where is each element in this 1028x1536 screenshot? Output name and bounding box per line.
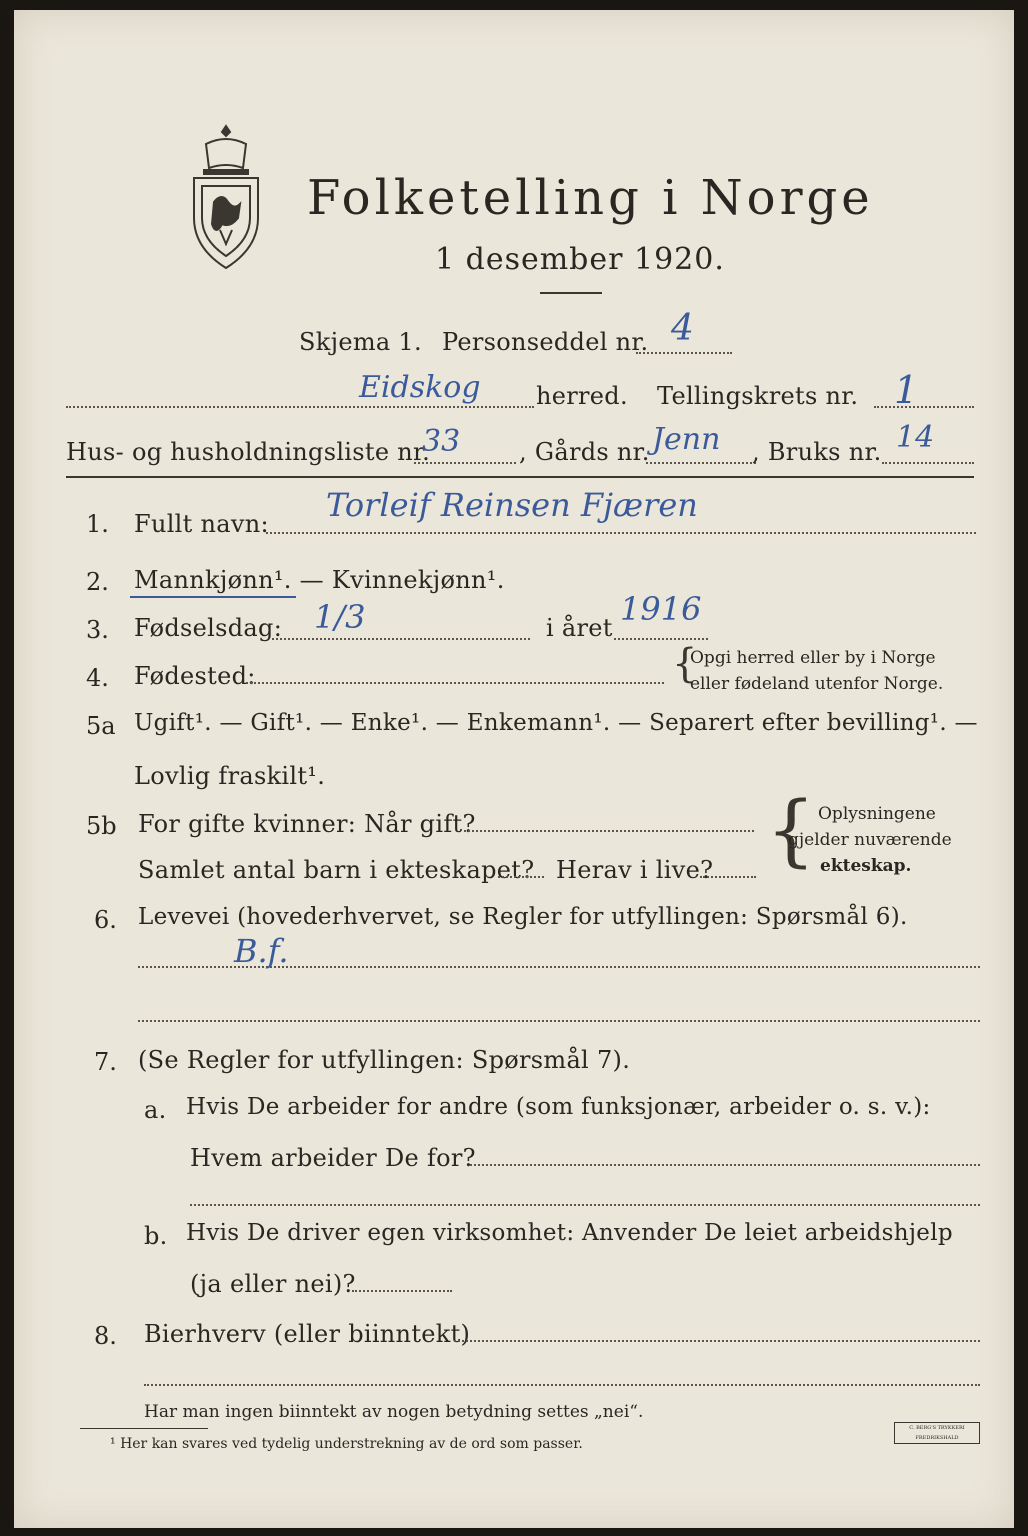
q4-note-1: Opgi herred eller by i Norge — [690, 648, 936, 668]
skjema-label: Skjema 1. — [299, 328, 422, 356]
section-divider — [66, 476, 974, 478]
hus-field[interactable] — [414, 462, 516, 464]
birth-year-value: 1916 — [620, 590, 702, 628]
gards-label: , Gårds nr. — [519, 438, 650, 466]
q5b-line-1: For gifte kvinner: Når gift? — [138, 810, 476, 838]
full-name-field[interactable] — [266, 532, 976, 534]
q7b-letter: b. — [144, 1222, 168, 1250]
bruks-value: 14 — [896, 420, 935, 455]
q5a-line-1: Ugift¹. — Gift¹. — Enke¹. — Enkemann¹. — Separert efter bevilling¹. — — [134, 710, 978, 736]
q7b-line-1: Hvis De driver egen virksomhet: Anvender De leiet arbeidshjelp — [186, 1220, 953, 1246]
header-divider — [540, 292, 602, 294]
gards-value: Jenn — [652, 422, 721, 457]
employer-field[interactable] — [470, 1164, 980, 1166]
full-name-value: Torleif Reinsen Fjæren — [326, 486, 698, 524]
q3-number: 3. — [86, 616, 109, 644]
children-alive-field[interactable] — [700, 876, 756, 878]
bruks-field[interactable] — [882, 462, 974, 464]
q3-label: Fødselsdag: — [134, 614, 283, 642]
bruks-label: , Bruks nr. — [752, 438, 882, 466]
personseddel-field[interactable] — [636, 352, 732, 354]
q6-label: Levevei (hovederhvervet, se Regler for utfyllingen: Spørsmål 6). — [138, 904, 908, 930]
q5a-number: 5a — [86, 712, 116, 740]
occupation-field-2[interactable] — [138, 1020, 980, 1022]
tellingskrets-label: Tellingskrets nr. — [657, 382, 859, 410]
norwegian-coat-of-arms-icon — [184, 122, 268, 272]
q1-number: 1. — [86, 510, 109, 538]
q7-number: 7. — [94, 1048, 117, 1076]
side-income-field[interactable] — [454, 1340, 980, 1342]
q5a-line-2: Lovlig fraskilt¹. — [134, 762, 326, 790]
q2-label: Mannkjønn¹. — Kvinnekjønn¹. — [134, 566, 505, 594]
children-count-field[interactable] — [498, 876, 544, 878]
census-date: 1 desember 1920. — [435, 242, 725, 277]
gards-field[interactable] — [646, 462, 756, 464]
q5b-line-2b: Herav i live? — [556, 856, 714, 884]
employer-field-2[interactable] — [190, 1204, 980, 1206]
birth-year-field[interactable] — [614, 638, 708, 640]
tellingskrets-field[interactable] — [874, 406, 974, 408]
q4-number: 4. — [86, 664, 109, 692]
herred-label: herred. — [536, 382, 628, 410]
hired-help-field[interactable] — [352, 1290, 452, 1292]
personseddel-label: Personseddel nr. — [442, 328, 649, 356]
q5b-number: 5b — [86, 812, 117, 840]
printer-mark: C. BERG'S TRYKKERI FREDRIKSHALD — [894, 1422, 980, 1444]
q4-note-2: eller fødeland utenfor Norge. — [690, 674, 944, 694]
footnote-rule — [80, 1428, 208, 1429]
q6-number: 6. — [94, 906, 117, 934]
footnote: ¹ Her kan svares ved tydelig understrekning av de ord som passer. — [110, 1436, 583, 1452]
personseddel-value: 4 — [671, 308, 694, 349]
birthplace-field[interactable] — [246, 682, 664, 684]
q1-label: Fullt navn: — [134, 510, 269, 538]
tellingskrets-value: 1 — [894, 368, 919, 412]
married-date-field[interactable] — [464, 830, 754, 832]
herred-value: Eidskog — [359, 370, 481, 405]
form-title: Folketelling i Norge — [307, 170, 874, 226]
hus-value: 33 — [422, 424, 461, 459]
side-income-field-2[interactable] — [144, 1384, 980, 1386]
q8-label: Bierhverv (eller biinntekt) — [144, 1320, 471, 1348]
birthday-field[interactable] — [272, 638, 530, 640]
q4-brace: { — [672, 641, 698, 687]
census-form-sheet — [14, 10, 1014, 1528]
q7-label: (Se Regler for utfyllingen: Spørsmål 7). — [138, 1046, 631, 1074]
q5b-note-2: gjelder nuværende — [788, 830, 952, 850]
occupation-value: B.f. — [234, 932, 289, 970]
q5b-brace: { — [766, 786, 816, 876]
q5b-note-3: ekteskap. — [820, 856, 912, 876]
q4-label: Fødested: — [134, 662, 256, 690]
q7b-line-2: (ja eller nei)? — [190, 1270, 356, 1298]
herred-field[interactable] — [66, 406, 534, 408]
q5b-line-2: Samlet antal barn i ekteskapet? — [138, 856, 535, 884]
mannkjonn-underline — [130, 596, 296, 598]
q8-number: 8. — [94, 1322, 117, 1350]
q3-year-label: i året — [546, 614, 613, 642]
q2-number: 2. — [86, 568, 109, 596]
q5b-note-1: Oplysningene — [818, 804, 936, 824]
q7a-line-2: Hvem arbeider De for? — [190, 1144, 476, 1172]
q7a-line-1: Hvis De arbeider for andre (som funksjonær, arbeider o. s. v.): — [186, 1094, 931, 1120]
income-note: Har man ingen biinntekt av nogen betydning settes „nei“. — [144, 1402, 644, 1422]
birthday-value: 1/3 — [314, 598, 366, 636]
q7a-letter: a. — [144, 1096, 167, 1124]
hus-label: Hus- og husholdningsliste nr. — [66, 438, 431, 466]
